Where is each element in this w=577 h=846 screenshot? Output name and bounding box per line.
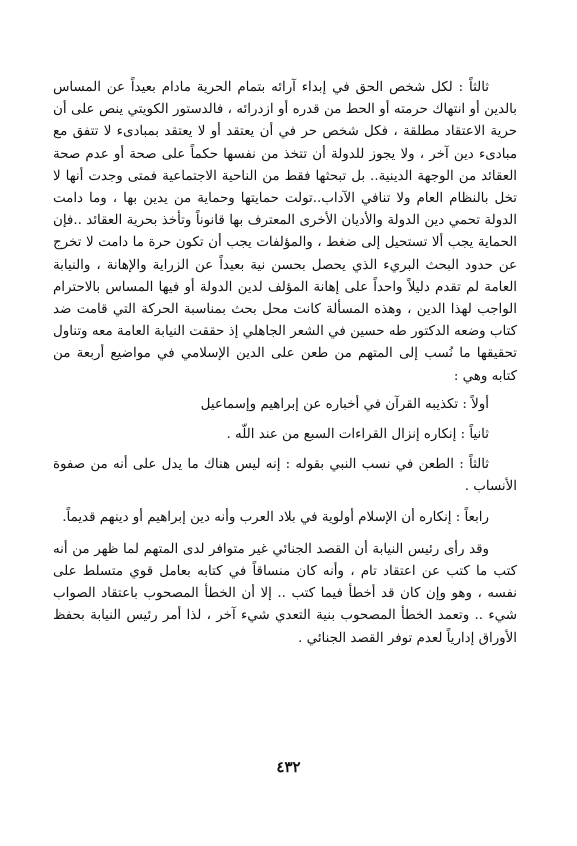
list-item-fourth: رابعاً : إنكاره أن الإسلام أولوية في بلاد العرب وأنه دين إبراهيم أو دينهم قديماً. bbox=[62, 509, 489, 525]
paragraph-third-point: ثالثاً : لكل شخص الحق في إبداء آرائه بتمام الحرية مادام بعيداً عن المساس بالدين أو انتهاك حرمته أو الحط من قدره أو ازدرائه ، فالدستور الكويتي ينص على أن حرية الاعتقاد مطلقة ، فكل شخص حر في أن يعتقد أو لا يعتقد بمبادىء لا تتفق مع مبادىء دين آخر ، ولا يجوز للدولة أن تتخذ من نفسها حكماً على صحة أو عدم صحة العقائد من الوجهة الدينية.. بل تبحثها فقط من الناحية الاجتماعية فمتى وجدت أنها لا تخل بالنظام العام ولا تنافي الآداب..تولت حمايتها وحماية من يدين بها ، وما دامت الدولة تحمي دين الدولة والأديان الأخرى المعترف بها قانوناً وتأخذ بحرية العقائد ..فإن الحماية يجب ألا تستحيل إلى ضغط ، والمؤلفات يجب أن تكون حرة ما دامت لا تخرج عن حدود البحث البريء الذي يحصل بحسن نية بعيداً عن الزراية والإهانة ، والنيابة العامة لم تقدم دليلاً واحداً على إهانة المؤلف لدين الدولة أو فيها المساس بالاحترام الواجب لهذا الدين ، وهذه المسألة كانت محل بحث بمناسبة الحركة التي قامت ضد كتاب وضعه الدكتور طه حسين في الشعر الجاهلي إذ حققت النيابة العامة معه وتناول تحقيقها ما نُسب إلى المتهم من طعن على الدين الإسلامي في مواضيع أربعة من كتابه وهي : bbox=[53, 80, 517, 384]
body-text bbox=[53, 77, 517, 650]
list-item-third: ثالثاً : الطعن في نسب النبي بقوله : إنه ليس هناك ما يدل على أنه من صفوة الأنساب . bbox=[53, 457, 517, 495]
list-item-first: أولاً : تكذيبه القرآن في أخباره عن إبراهيم وإسماعيل bbox=[200, 396, 489, 412]
page-number: ٤٣٢ bbox=[276, 758, 301, 776]
list-item-second: ثانياً : إنكاره إنزال القراءات السبع من عند اللّه . bbox=[226, 427, 489, 443]
paragraph-conclusion: وقد رأى رئيس النيابة أن القصد الجنائي غير متوافر لدى المتهم لما ظهر من أنه كتب ما كتب عن اعتقاد تام ، وأنه كان منساقاً في كتابه بعامل قوي متسلط على نفسه ، وهو وإن كان قد أخطأ فيما كتب .. إلا أن الخطأ المصحوب باعتقاد الصواب شيء .. وتعمد الخطأ المصحوب بنية التعدي شيء آخر ، لذا أمر رئيس النيابة بحفظ الأوراق إدارياً لعدم توفر القصد الجنائي . bbox=[53, 541, 517, 646]
